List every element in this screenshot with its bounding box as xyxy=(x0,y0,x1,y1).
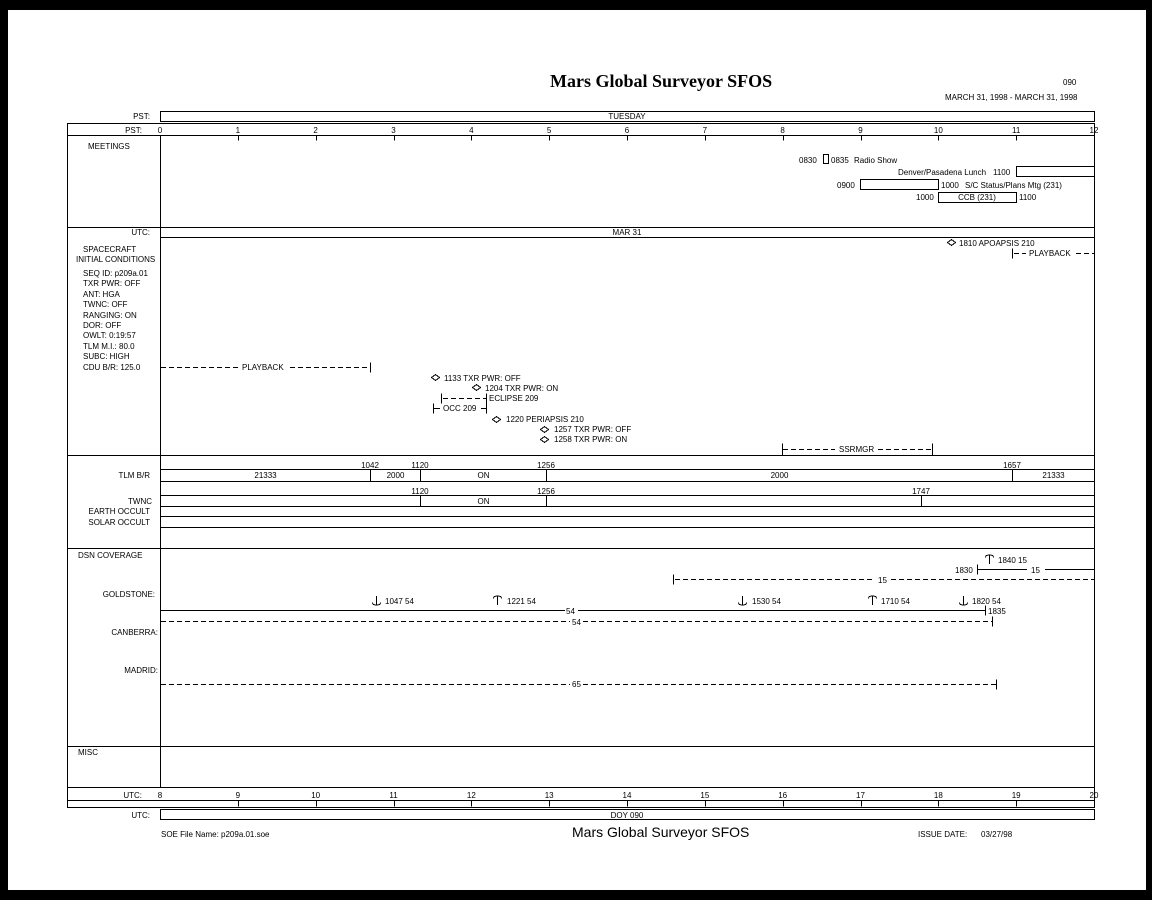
utc-axis-label: UTC: xyxy=(123,791,142,800)
utc-tick-label: 18 xyxy=(933,791,943,800)
solar-occult-label: SOLAR OCCULT xyxy=(88,518,150,527)
page-title: Mars Global Surveyor SFOS xyxy=(550,71,773,91)
dsn-1820-event: 1820 54 xyxy=(972,597,1001,606)
periapsis-event: 1220 PERIAPSIS 210 xyxy=(506,415,584,424)
antenna-down-1530-icon xyxy=(739,596,747,605)
txr-off-1257-event: 1257 TXR PWR: OFF xyxy=(554,425,632,434)
dsn-1047-event: 1047 54 xyxy=(385,597,414,606)
antenna-down-1820-icon xyxy=(960,596,968,605)
status-mtg-end: 1000 xyxy=(941,181,959,190)
pst-tick-label: 8 xyxy=(780,126,785,135)
pst-tick-label: 7 xyxy=(702,126,708,135)
soe-file-name: SOE File Name: p209a.01.soe xyxy=(161,830,270,839)
canberra-label: CANBERRA: xyxy=(111,628,158,637)
periapsis-diamond-icon xyxy=(493,417,501,423)
radio-show-bar xyxy=(824,155,829,164)
utc-tick-label: 20 xyxy=(1089,791,1099,800)
twnc-time-1120: 1120 xyxy=(411,487,429,496)
dsn-1710-event: 1710 54 xyxy=(881,597,910,606)
playback-right-label: PLAYBACK xyxy=(1029,249,1071,258)
madrid-65-label: 65 xyxy=(572,680,581,689)
pst-tick-label: 1 xyxy=(235,126,241,135)
dsn-section-label: DSN COVERAGE xyxy=(78,551,143,560)
utc-date-label: UTC: xyxy=(131,228,150,237)
lunch-bar xyxy=(1017,167,1095,177)
meetings-section-label: MEETINGS xyxy=(88,142,130,151)
status-mtg-label: S/C Status/Plans Mtg (231) xyxy=(965,181,1062,190)
tlm-time-1256: 1256 xyxy=(537,461,555,470)
txr-off-1133-icon xyxy=(432,375,440,381)
doy-label: DOY 090 xyxy=(610,811,644,820)
tlm-value-2000-a: 2000 xyxy=(386,471,405,480)
status-mtg-bar xyxy=(861,180,939,190)
issue-date: 03/27/98 xyxy=(981,830,1013,839)
initial-condition-item: ANT: HGA xyxy=(83,289,120,299)
radio-show-end: 0835 xyxy=(831,156,849,165)
day-name: TUESDAY xyxy=(608,112,646,121)
twnc-time-1256: 1256 xyxy=(537,487,555,496)
pst-day-label: PST: xyxy=(133,112,150,121)
initial-condition-item: SUBC: HIGH xyxy=(83,352,130,362)
playback-left-label: PLAYBACK xyxy=(242,363,284,372)
tlm-value-on: ON xyxy=(477,471,490,480)
initial-condition-item: TWNC: OFF xyxy=(83,300,128,310)
ccb-end: 1100 xyxy=(1019,193,1037,202)
issue-date-label: ISSUE DATE: xyxy=(918,830,968,839)
twnc-value-on: ON xyxy=(477,497,490,506)
pst-axis-label: PST: xyxy=(125,126,142,135)
initial-condition-item: TLM M.I.: 80.0 xyxy=(83,341,135,351)
tlm-label: TLM B/R xyxy=(118,471,150,480)
tlm-time-1042: 1042 xyxy=(361,461,379,470)
dsn-15a-label: 15 xyxy=(1031,566,1040,575)
utc-tick-label: 8 xyxy=(157,791,163,800)
misc-section-label: MISC xyxy=(78,748,98,757)
txr-on-1204-icon xyxy=(473,385,481,391)
pst-tick-label: 12 xyxy=(1089,126,1099,135)
dsn-1835-event: 1835 xyxy=(988,607,1006,616)
goldstone-54-label: 54 xyxy=(566,607,575,616)
pst-tick-label: 11 xyxy=(1012,126,1021,135)
utc-tick-label: 9 xyxy=(235,791,241,800)
dsn-1840-event: 1840 15 xyxy=(998,556,1027,565)
initial-condition-item: DOR: OFF xyxy=(83,321,122,330)
initial-condition-item: RANGING: ON xyxy=(83,310,137,320)
antenna-up-1710-icon xyxy=(869,596,877,605)
initial-condition-item: TXR PWR: OFF xyxy=(83,279,141,289)
twnc-time-1747: 1747 xyxy=(912,487,930,496)
tlm-value-2000-b: 2000 xyxy=(770,471,789,480)
pst-tick-label: 6 xyxy=(624,126,630,135)
txr-on-1204-event: 1204 TXR PWR: ON xyxy=(485,384,559,393)
pst-tick-label: 4 xyxy=(469,126,474,135)
tlm-value-21333-b: 21333 xyxy=(1042,471,1065,480)
twnc-label: TWNC xyxy=(128,497,152,506)
pst-tick-label: 5 xyxy=(546,126,552,135)
spacecraft-label: SPACECRAFT xyxy=(83,245,137,254)
pst-tick-label: 2 xyxy=(313,126,318,135)
tlm-time-1657: 1657 xyxy=(1003,461,1021,470)
footer-title: Mars Global Surveyor SFOS xyxy=(572,824,750,840)
earth-occult-label: EARTH OCCULT xyxy=(88,507,150,516)
utc-tick-label: 13 xyxy=(544,791,554,800)
pst-tick-label: 0 xyxy=(157,126,163,135)
utc-doy-label: UTC: xyxy=(131,811,150,820)
initial-condition-item: OWLT: 0:19:57 xyxy=(83,331,136,341)
apoapsis-event: 1810 APOAPSIS 210 xyxy=(959,239,1035,248)
tlm-time-1120: 1120 xyxy=(411,461,429,470)
utc-tick-label: 14 xyxy=(622,791,632,800)
dsn-1530-event: 1530 54 xyxy=(752,597,781,606)
date-range: MARCH 31, 1998 - MARCH 31, 1998 xyxy=(945,93,1078,102)
eclipse-event: ECLIPSE 209 xyxy=(489,394,539,403)
initial-condition-item: SEQ ID: p209a.01 xyxy=(83,269,148,278)
lunch-time: 1100 xyxy=(993,168,1011,177)
txr-off-1133-event: 1133 TXR PWR: OFF xyxy=(444,374,521,383)
lunch-label: Denver/Pasadena Lunch xyxy=(898,168,987,177)
pst-tick-label: 10 xyxy=(933,126,943,135)
utc-tick-label: 19 xyxy=(1011,791,1021,800)
doy-number: 090 xyxy=(1063,78,1077,87)
dsn-1221-event: 1221 54 xyxy=(507,597,536,606)
radio-show-start: 0830 xyxy=(799,156,817,165)
utc-tick-label: 12 xyxy=(466,791,476,800)
ccb-start: 1000 xyxy=(916,193,934,202)
dsn-1830-event: 1830 xyxy=(955,566,973,575)
txr-on-1258-icon xyxy=(541,437,549,443)
utc-date: MAR 31 xyxy=(612,228,642,237)
initial-conditions-label: INITIAL CONDITIONS xyxy=(76,255,156,264)
utc-tick-label: 11 xyxy=(389,791,398,800)
utc-tick-label: 16 xyxy=(778,791,788,800)
ssrmgr-event: SSRMGR xyxy=(839,445,875,454)
antenna-up-icon xyxy=(986,555,994,564)
apoapsis-diamond-icon xyxy=(948,240,956,246)
pst-tick-label: 9 xyxy=(858,126,863,135)
tlm-value-21333-a: 21333 xyxy=(254,471,277,480)
goldstone-label: GOLDSTONE: xyxy=(102,590,155,599)
antenna-down-1047-icon xyxy=(373,596,381,605)
utc-tick-label: 10 xyxy=(311,791,321,800)
canberra-54-label: 54 xyxy=(572,618,581,627)
txr-off-1257-icon xyxy=(541,427,549,433)
occ-event: OCC 209 xyxy=(443,404,477,413)
utc-tick-label: 17 xyxy=(856,791,865,800)
pst-tick-label: 3 xyxy=(391,126,396,135)
ccb-label: CCB (231) xyxy=(958,193,996,202)
radio-show-label: Radio Show xyxy=(854,156,898,165)
antenna-up-1221-icon xyxy=(494,596,502,605)
txr-on-1258-event: 1258 TXR PWR: ON xyxy=(554,435,628,444)
dsn-15b-label: 15 xyxy=(878,576,887,585)
initial-condition-item: CDU B/R: 125.0 xyxy=(83,362,141,372)
status-mtg-start: 0900 xyxy=(837,181,855,190)
utc-tick-label: 15 xyxy=(700,791,710,800)
madrid-label: MADRID: xyxy=(124,666,158,675)
